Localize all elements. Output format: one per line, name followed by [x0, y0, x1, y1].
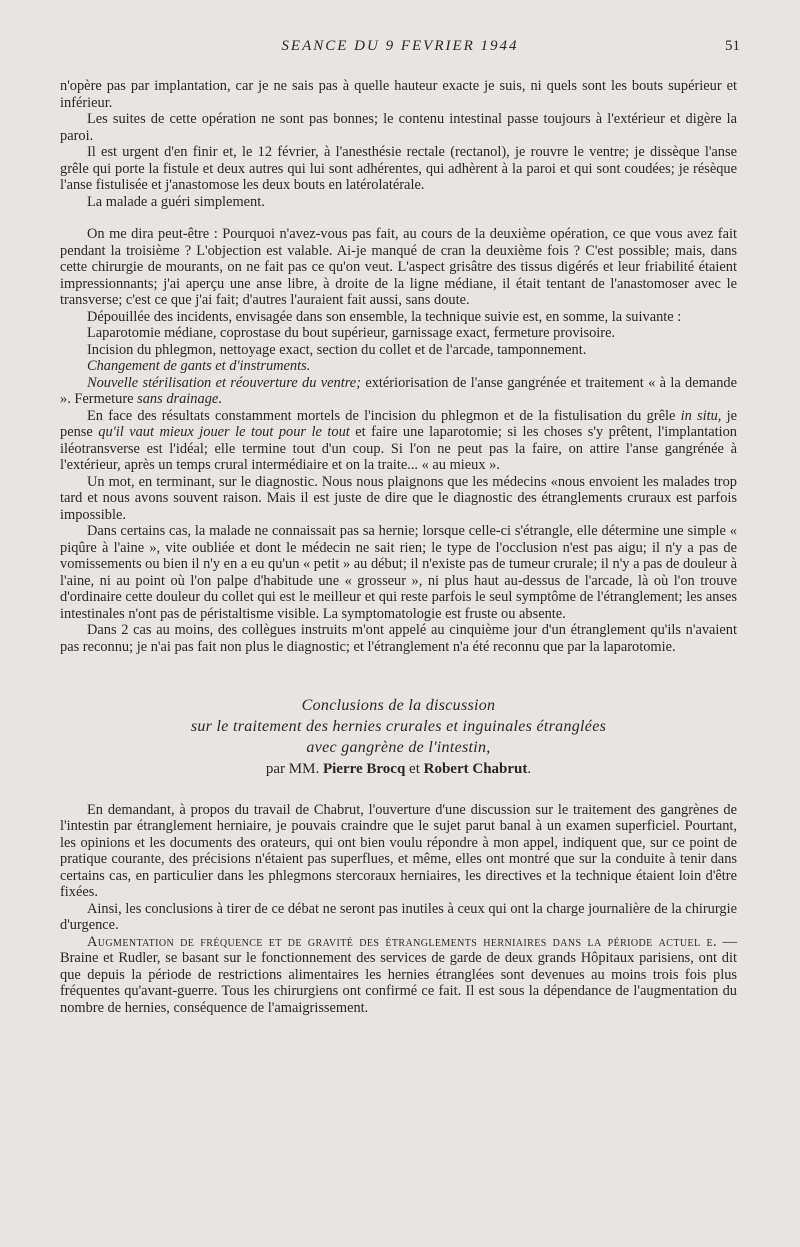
paragraph: Dépouillée des incidents, envisagée dans son ensemble, la technique suivie est, en somme, la suivante :	[87, 308, 682, 325]
text-run: , je pense	[60, 407, 737, 440]
paragraph	[60, 408, 737, 474]
author-name: Robert Chabrut	[423, 761, 528, 777]
article-body	[60, 78, 737, 1016]
paragraph: Un mot, en terminant, sur le diagnostic. Nous nous plaignons que les médecins «nous envoient les malades trop tard et nous avons souvent raison. Mais il est juste de dire que le diagnostic des étranglements cruraux est parfois impossible.	[60, 473, 737, 523]
subsection-heading: Augmentation de fréquence et de gravité des étranglements herniaires dans la période actuel e.	[87, 933, 717, 950]
byline	[60, 761, 737, 778]
text-run: et faire une laparotomie; si les choses s'y prêtent, l'implantation iléotransverse est l'idéal; elle termine tout d'un coup. Si l'on ne peut pas la faire, on attire l'anse gangrénée à l'extérieur, après un temps crural intermédiaire et on la traite... « au mieux ».	[60, 424, 737, 473]
paragraph: n'opère pas par implantation, car je ne sais pas à quelle hauteur exacte je suis, ni quels sont les bouts supérieur et inférieur.	[60, 78, 737, 111]
paragraph: On me dira peut-être : Pourquoi n'avez-vous pas fait, au cours de la deuxième opération, ce que vous avez fait pendant la troisième ? L'objection est valable. Ai-je manqué de cran la deuxième fois ? C'est possible; mais, dans cette chirurgie de mourants, on ne fait pas ce qu'on veut. L'aspect grisâtre des tissus digérés et leur friabilité étaient impressionnants; j'ai aperçu une anse libre, à droite de la ligne médiane, il était tentant de l'anastomoser avec le transverse; c'est ce que j'ai fait; d'autres l'auraient fait aussi, sans doute.	[60, 226, 737, 308]
page-number: 51	[725, 38, 740, 54]
text-run: extériorisation de l'anse gangrénée et traitement « à la demande ». Fermeture	[60, 374, 737, 407]
running-title: SEANCE DU 9 FEVRIER 1944	[281, 38, 519, 54]
section-title	[60, 695, 737, 758]
paragraph: En demandant, à propos du travail de Chabrut, l'ouverture d'une discussion sur le traitement des gangrènes de l'intestin par étranglement herniaire, je pouvais craindre que le sujet parut banal à un examen superficiel. Pourtant, les opinions et les documents des orateurs, qui ont bien voulu répondre à mon appel, indiquent que, sur ce point de pratique courante, des précisions n'étaient pas superflues, et même, elles ont montré que sur la conduite à tenir dans certains cas, en particulier dans les phlegmons stercoraux herniaires, les directives et la technique étaient loin d'être fixées.	[60, 801, 737, 900]
paragraph	[60, 358, 737, 375]
text-run: — Braine et Rudler, se basant sur le fonctionnement des services de garde de deux grands Hôpitaux parisiens, ont dit que depuis la période de restrictions alimentaires les hernies étranglées sont devenues au moins trois fois plus fréquentes qu'avant-guerre. Tous les chirurgiens ont confirmé ce fait. Il est sous la dépendance de l'augmentation du nombre de hernies, conséquence de l'amaigrissement.	[60, 933, 737, 1016]
paragraph: Dans certains cas, la malade ne connaissait pas sa hernie; lorsque celle-ci s'étrangle, elle détermine une simple « piqûre à l'aine », vite oubliée et dont le médecin ne sait rien; le type de l'occlusion n'est pas aigu; il n'y a pas de vomissements ou bien il n'y en a eu qu'un « petit » au début; il n'existe pas de tumeur crurale; il n'y a pas de douleur à l'aine, ni au point où l'on palpe d'habitude une « grosseur », ni plus haut au-dessus de l'arcade, là où l'on trouve d'ordinaire cette douleur du collet qui est le meilleur et qui reste parfois le seul symptôme de l'étranglement; les anses intestinales n'ont pas de péristaltisme visible. La symptomatologie est fruste ou absente.	[60, 523, 737, 622]
paragraph: La malade a guéri simplement.	[87, 193, 265, 210]
section-title-line: avec gangrène de l'intestin,	[306, 739, 491, 756]
italic-text: qu'il vaut mieux jouer le tout pour le tout	[98, 424, 350, 440]
running-header	[60, 38, 740, 60]
text-run: .	[218, 391, 222, 407]
section-title-line: sur le traitement des hernies crurales et inguinales étranglées	[190, 718, 607, 735]
paragraph: Incision du phlegmon, nettoyage exact, section du collet et de l'arcade, tamponnement.	[87, 341, 587, 358]
byline-and: et	[405, 761, 424, 777]
italic-text: Changement de gants et d'instruments.	[87, 358, 311, 374]
paragraph	[60, 934, 737, 1017]
italic-text: in situ	[680, 407, 718, 424]
paragraph: Dans 2 cas au moins, des collègues instruits m'ont appelé au cinquième jour d'un étranglement qu'ils n'avaient pas reconnu; je n'ai pas fait non plus le diagnostic; et l'étranglement n'a été reconnu que par la laparotomie.	[60, 622, 737, 655]
paragraph: Laparotomie médiane, coprostase du bout supérieur, garnissage exact, fermeture provisoire.	[87, 325, 616, 341]
paragraph: Ainsi, les conclusions à tirer de ce débat ne seront pas inutiles à ceux qui ont la charge journalière de la chirurgie d'urgence.	[60, 900, 737, 933]
italic-text: sans drainage	[137, 391, 219, 407]
text-run: En face des résultats constamment mortels de l'incision du phlegmon et de la fistulisation du grêle	[87, 407, 681, 424]
byline-prefix: par MM.	[265, 761, 323, 777]
italic-text: Nouvelle stérilisation et réouverture du ventre;	[87, 374, 361, 391]
author-name: Pierre Brocq	[322, 761, 406, 777]
paragraph	[60, 375, 737, 408]
paragraph: Les suites de cette opération ne sont pas bonnes; le contenu intestinal passe toujours à l'extérieur et digère la paroi.	[60, 111, 737, 144]
paragraph: Il est urgent d'en finir et, le 12 février, à l'anesthésie rectale (rectanol), je rouvre le ventre; je dissèque l'anse grêle qui porte la fistule et deux autres qui lui sont adhérentes, qui adhèrent à la paroi et qui sont coudées; je résèque l'anse fistulisée et j'anastomose les deux bouts en latérolatérale.	[60, 144, 737, 193]
byline-end: .	[527, 761, 532, 777]
section-title-line: Conclusions de la discussion	[301, 697, 496, 714]
